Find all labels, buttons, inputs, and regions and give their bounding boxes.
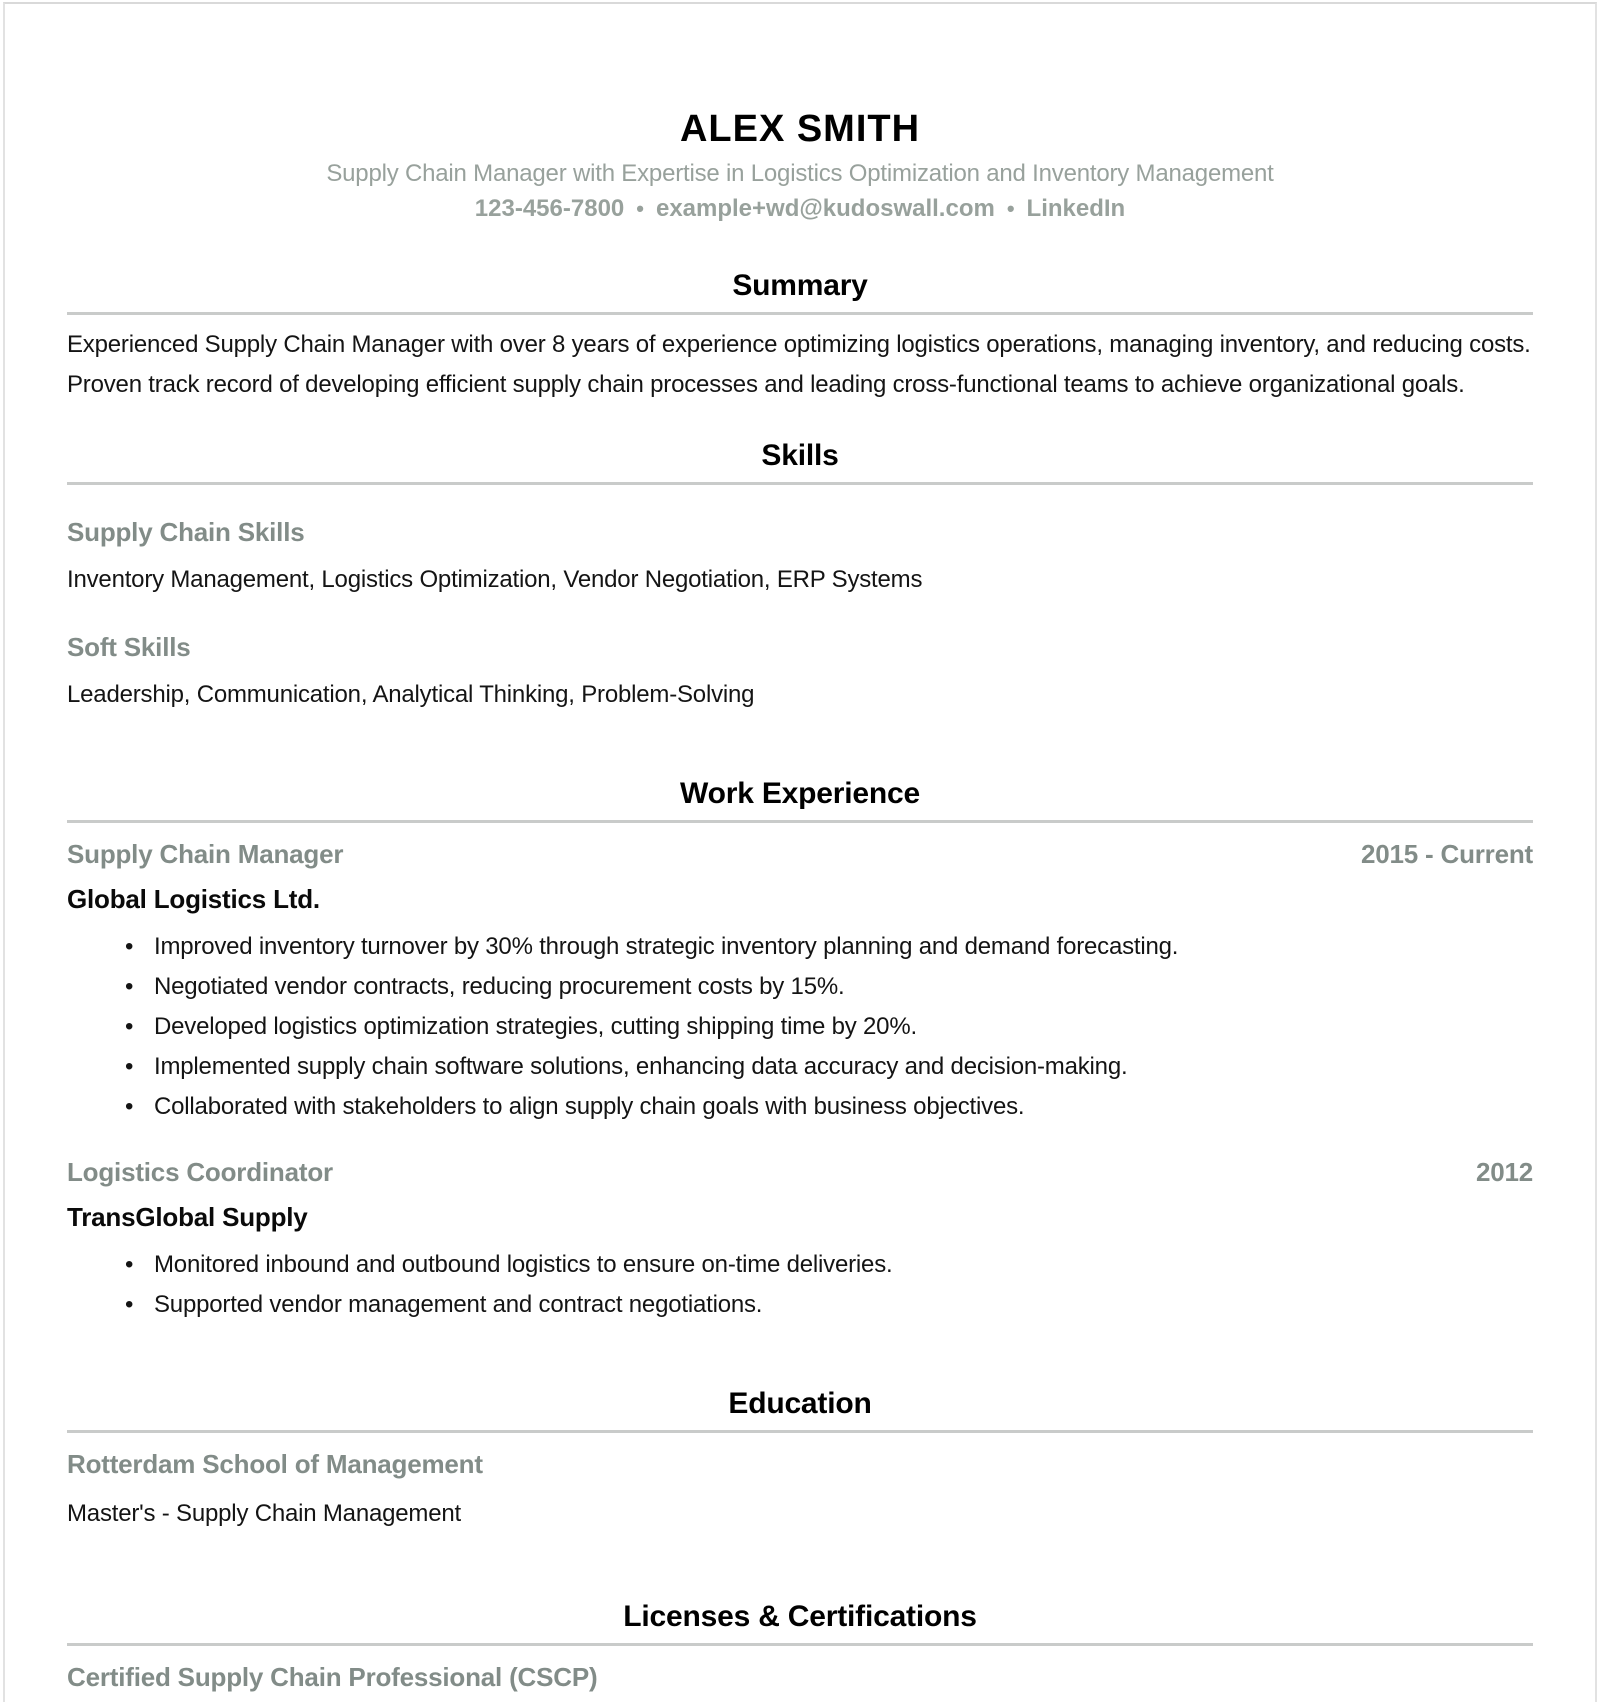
work-experience-title: Work Experience — [680, 776, 920, 810]
education-degree: Master's - Supply Chain Management — [67, 1499, 461, 1527]
job-bullet: • Improved inventory turnover by 30% through strategic inventory planning and demand forecasting. — [67, 927, 1533, 967]
job-company: Global Logistics Ltd. — [67, 883, 320, 914]
skills-title: Skills — [761, 438, 839, 472]
job-bullet: • Supported vendor management and contract negotiations. — [67, 1285, 1533, 1325]
job-entry — [67, 1157, 1533, 1325]
job-bullet-list — [67, 927, 1533, 1127]
job-role: Logistics Coordinator — [67, 1156, 333, 1187]
candidate-headline: Supply Chain Manager with Expertise in Logistics Optimization and Inventory Management — [326, 159, 1274, 187]
skill-group-items: Leadership, Communication, Analytical Thinking, Problem-Solving — [67, 680, 755, 708]
job-bullet: • Developed logistics optimization strategies, cutting shipping time by 20%. — [67, 1007, 1533, 1047]
bullet-separator-icon: • — [1006, 195, 1015, 221]
job-dates: 2015 - Current — [1360, 838, 1533, 869]
summary-title: Summary — [732, 268, 868, 302]
skill-group-label: Supply Chain Skills — [67, 516, 305, 547]
resume-page — [3, 2, 1597, 1702]
education-title: Education — [728, 1386, 872, 1420]
resume-header — [67, 4, 1533, 223]
phone-number: 123-456-7800 — [474, 194, 625, 222]
certification-name: Certified Supply Chain Professional (CSCP) — [67, 1661, 598, 1692]
section-work-experience — [67, 777, 1533, 1325]
section-divider — [67, 312, 1533, 315]
certifications-title: Licenses & Certifications — [623, 1599, 977, 1633]
email-address[interactable]: example+wd@kudoswall.com — [655, 194, 995, 222]
skill-group-items: Inventory Management, Logistics Optimization, Vendor Negotiation, ERP Systems — [67, 565, 923, 593]
job-bullet: • Negotiated vendor contracts, reducing procurement costs by 15%. — [67, 967, 1533, 1007]
job-role: Supply Chain Manager — [67, 838, 344, 869]
section-divider — [67, 1643, 1533, 1646]
section-divider — [67, 820, 1533, 823]
contact-line — [67, 195, 1533, 223]
job-bullet: • Collaborated with stakeholders to align supply chain goals with business objectives. — [67, 1087, 1533, 1127]
skill-group-label: Soft Skills — [67, 631, 191, 662]
section-divider — [67, 482, 1533, 485]
linkedin-link[interactable]: LinkedIn — [1026, 194, 1126, 222]
education-school: Rotterdam School of Management — [67, 1448, 483, 1479]
job-header — [67, 839, 1533, 870]
job-company: TransGlobal Supply — [67, 1201, 308, 1232]
job-header — [67, 1157, 1533, 1188]
skill-group-supply-chain — [67, 517, 1533, 600]
bullet-separator-icon: • — [636, 195, 644, 221]
job-dates: 2012 — [1475, 1156, 1533, 1187]
section-summary — [67, 269, 1533, 405]
job-bullet: • Monitored inbound and outbound logistics to ensure on-time deliveries. — [67, 1245, 1533, 1285]
job-entry — [67, 839, 1533, 1127]
section-education — [67, 1387, 1533, 1534]
job-bullet: • Implemented supply chain software solutions, enhancing data accuracy and decision-making. — [67, 1047, 1533, 1087]
section-certifications — [67, 1600, 1533, 1693]
section-skills — [67, 439, 1533, 715]
candidate-name: ALEX SMITH — [679, 108, 921, 150]
section-divider — [67, 1430, 1533, 1433]
summary-text: Experienced Supply Chain Manager with over 8 years of experience optimizing logistics operations, managing inventory, and reducing costs. Proven track record of developing efficient supply chain processes and leading cross-functional teams to achieve organizational goals. — [67, 330, 1531, 398]
job-bullet-list — [67, 1245, 1533, 1325]
skill-group-soft — [67, 632, 1533, 715]
